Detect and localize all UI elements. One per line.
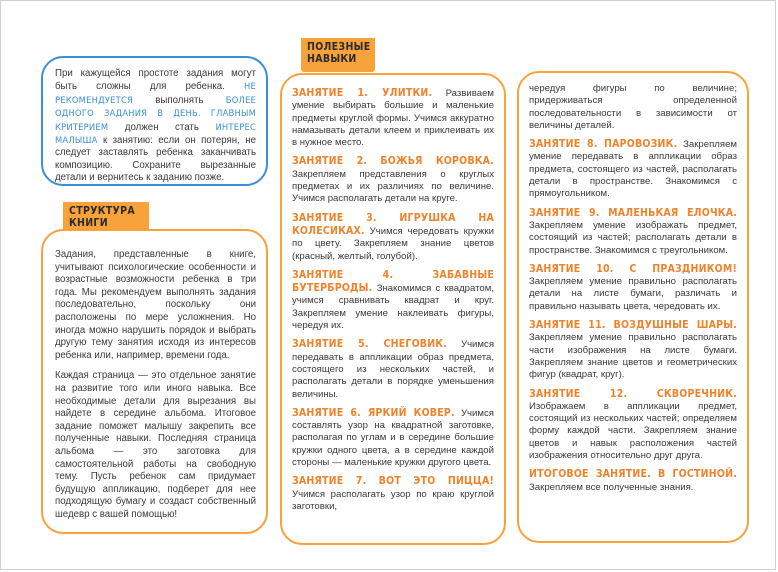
tip-highlight: ГЛАВНЫМ КРИТЕРИЕМ: [55, 108, 256, 132]
lesson-title: ЗАНЯТИЕ 7. ВОТ ЭТО ПИЦЦА!: [292, 475, 494, 488]
lesson-title: ИТОГОВОЕ ЗАНЯТИЕ. В ГОСТИНОЙ.: [529, 468, 737, 481]
lesson-title: ЗАНЯТИЕ 6. ЯРКИЙ КОВЕР.: [292, 406, 455, 419]
structure-tag: СТРУКТУРА КНИГИ: [63, 202, 149, 232]
lesson-4: ЗАНЯТИЕ 4. ЗАБАВНЫЕ БУТЕРБРОДЫ. Знакомимся с квадратом, учимся сравнивать квадрат и круг. Закрепляем умение наклеивать фигуры, чередуя их.: [292, 268, 495, 332]
lessons-panel-right: [517, 71, 749, 543]
lessons-panel-left: [280, 73, 506, 545]
tip-text: При кажущейся простоте задания могут быть сложны для ребенка. НЕ РЕКОМЕНДУЕТСЯ выполнять БОЛЕЕ ОДНОГО ЗАДАНИЯ В ДЕНЬ. ГЛАВНЫМ КРИТЕРИЕМ должен стать ИНТЕРЕС МАЛЫША к занятию: если он потерян, не следует заставлять ребенка заканчивать композицию. Сохраните вырезанные детали и вернитесь к заданию позже.: [55, 68, 256, 184]
lesson-title: ЗАНЯТИЕ 2. БОЖЬЯ КОРОВКА.: [292, 155, 494, 168]
lesson-title: ЗАНЯТИЕ 1. УЛИТКИ.: [292, 87, 433, 99]
structure-panel: [41, 229, 268, 534]
tip-panel: [41, 56, 268, 186]
lesson-6: ЗАНЯТИЕ 6. ЯРКИЙ КОВЕР. Учимся составлять узор на квадратной заготовке, располагая по углам и в середине большие кружки одного цвета, а в середине каждой стороны — маленькие кружки другого цвета.: [292, 406, 494, 469]
lesson-title: ЗАНЯТИЕ 11. ВОЗДУШНЫЕ ШАРЫ.: [529, 319, 737, 332]
lesson-title: ЗАНЯТИЕ 3. ИГРУШКА НА КОЛЕСИКАХ.: [292, 211, 494, 237]
lesson-title: ЗАНЯТИЕ 5. СНЕГОВИК.: [292, 338, 448, 351]
lesson-title: ЗАНЯТИЕ 12. СКВОРЕЧНИК.: [529, 387, 737, 400]
skills-tag: ПОЛЕЗНЫЕ НАВЫКИ: [301, 38, 375, 68]
lesson-title: ЗАНЯТИЕ 4. ЗАБАВНЫЕ БУТЕРБРОДЫ.: [292, 268, 494, 295]
lesson-7: ЗАНЯТИЕ 7. ВОТ ЭТО ПИЦЦА! Учимся располагать узор по краю круглой заготовки,: [292, 475, 494, 512]
lesson-11: ЗАНЯТИЕ 11. ВОЗДУШНЫЕ ШАРЫ. Закрепляем умение правильно располагать части изображения на листе бумаги. Закрепляем знание цветов и геометрических фигур (квадрат, круг).: [529, 319, 737, 381]
lesson-9: ЗАНЯТИЕ 9. МАЛЕНЬКАЯ ЕЛОЧКА. Закрепляем умение изображать предмет, состоящий из частей; располагать детали в пространстве. Знакомимся с треугольником.: [529, 206, 737, 256]
lesson-title: ЗАНЯТИЕ 10. С ПРАЗДНИКОМ!: [529, 262, 737, 275]
lesson-3: ЗАНЯТИЕ 3. ИГРУШКА НА КОЛЕСИКАХ. Учимся чередовать кружки по цвету. Закрепляем знание цветов (красный, желтый, голубой).: [292, 211, 494, 262]
tip-highlight: ИНТЕРЕС МАЛЫША: [55, 121, 256, 146]
lesson-7-continuation: чередуя фигуры по величине; придерживаться определенной последовательности в зависимости от величины деталей.: [529, 83, 737, 131]
structure-paragraph-2: Каждая страница — это отдельное занятие на развитие того или иного навыка. Все необходимые детали для вырезания вы найдете в середине альбома. Итоговое задание поможет малышу закрепить все полученные навыки. Последняя страница альбома — это заготовка для самостоятельной работы на свободную тему. Пусть ребенок сам придумает будущую аппликацию, подберет для нее подходящую бумагу и создаст собственный шедевр с вашей помощью!: [55, 370, 256, 520]
lesson-title: ЗАНЯТИЕ 9. МАЛЕНЬКАЯ ЕЛОЧКА.: [529, 206, 737, 219]
lesson-final: ИТОГОВОЕ ЗАНЯТИЕ. В ГОСТИНОЙ. Закрепляем все полученные знания.: [529, 468, 737, 493]
tip-highlight: БОЛЕЕ ОДНОГО ЗАДАНИЯ В ДЕНЬ.: [55, 94, 256, 119]
lesson-8: ЗАНЯТИЕ 8. ПАРОВОЗИК. Закрепляем умение передавать в аппликации образ предмета, состоящего из частей, располагать детали в пространстве. Знакомимся с прямоугольником.: [529, 138, 737, 200]
lesson-12: ЗАНЯТИЕ 12. СКВОРЕЧНИК. Изображаем в аппликации предмет, состоящий из нескольких частей; определяем форму каждой части. Закрепляем знание цветов и навык расположения частей изображения относительно друг друга.: [529, 387, 737, 462]
structure-paragraph-1: Задания, представленные в книге, учитывают психологические особенности и возрастные возможности ребенка в три года. Мы рекомендуем выполнять задания последовательно, поскольку они расположены по мере усложнения. Но иногда можно нарушить порядок и выбрать другую тему занятия исходя из интересов ребенка или, например, времени года.: [55, 249, 256, 361]
lesson-10: ЗАНЯТИЕ 10. С ПРАЗДНИКОМ! Закрепляем умение правильно располагать детали на листе бумаги, различать и правильно называть цвета, чередовать их.: [529, 262, 737, 312]
lesson-2: ЗАНЯТИЕ 2. БОЖЬЯ КОРОВКА. Закрепляем представления о круглых предметах и их различиях по величине. Учимся располагать детали на круге.: [292, 155, 494, 205]
lesson-title: ЗАНЯТИЕ 8. ПАРОВОЗИК.: [529, 138, 678, 151]
lesson-1: ЗАНЯТИЕ 1. УЛИТКИ. Развиваем умение выбирать большие и маленькие предметы круглой формы. Учимся аккуратно намазывать детали клеем и приклеивать их в нужное место.: [292, 87, 494, 149]
lesson-5: ЗАНЯТИЕ 5. СНЕГОВИК. Учимся передавать в аппликации образ предмета, состоящего из нескольких частей, и располагать детали в порядке уменьшения величины.: [292, 338, 495, 400]
tip-highlight: НЕ РЕКОМЕНДУЕТСЯ: [55, 81, 256, 105]
